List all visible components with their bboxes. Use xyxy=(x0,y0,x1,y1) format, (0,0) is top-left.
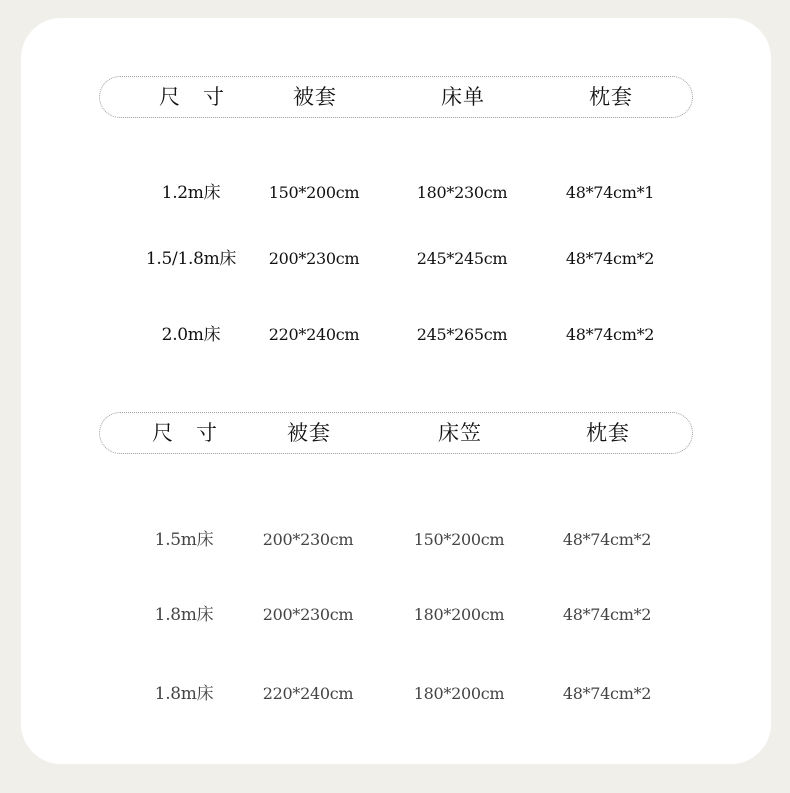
duvet-cover-size: 220*240cm xyxy=(268,325,360,344)
table-row xyxy=(99,603,693,627)
table-row xyxy=(99,682,693,706)
table-header xyxy=(99,412,693,454)
fitted-sheet-size: 180*200cm xyxy=(413,684,505,703)
duvet-cover-size: 200*230cm xyxy=(262,605,354,624)
header-duvet-cover: 被套 xyxy=(293,85,337,109)
bed-size: 1.5m床 xyxy=(154,530,214,550)
bed-size: 1.5/1.8m床 xyxy=(145,249,237,269)
fitted-sheet-size: 150*200cm xyxy=(413,530,505,549)
fitted-sheet-size: 180*200cm xyxy=(413,605,505,624)
table-row xyxy=(99,323,693,347)
duvet-cover-size: 150*200cm xyxy=(268,183,360,202)
pillowcase-size: 48*74cm*2 xyxy=(562,605,652,624)
table-row xyxy=(99,181,693,205)
bed-sheet-size: 180*230cm xyxy=(416,183,508,202)
header-pillowcase: 枕套 xyxy=(586,421,630,445)
bed-sheet-size: 245*245cm xyxy=(416,249,508,268)
pillowcase-size: 48*74cm*2 xyxy=(565,249,655,268)
header-pillowcase: 枕套 xyxy=(589,85,633,109)
pillowcase-size: 48*74cm*1 xyxy=(565,183,655,202)
duvet-cover-size: 200*230cm xyxy=(262,530,354,549)
bed-size: 1.2m床 xyxy=(161,183,221,203)
duvet-cover-size: 200*230cm xyxy=(268,249,360,268)
header-duvet-cover: 被套 xyxy=(287,421,331,445)
size-table-sheet-set xyxy=(99,76,693,345)
size-table-fitted-set xyxy=(99,412,693,704)
pillowcase-size: 48*74cm*2 xyxy=(565,325,655,344)
table-row xyxy=(99,528,693,552)
pillowcase-size: 48*74cm*2 xyxy=(562,530,652,549)
header-size: 尺 寸 xyxy=(152,421,218,445)
bed-size: 1.8m床 xyxy=(154,605,214,625)
pillowcase-size: 48*74cm*2 xyxy=(562,684,652,703)
header-bed-sheet: 床单 xyxy=(441,85,485,109)
header-size: 尺 寸 xyxy=(159,85,225,109)
bed-sheet-size: 245*265cm xyxy=(416,325,508,344)
bed-size: 1.8m床 xyxy=(154,684,214,704)
duvet-cover-size: 220*240cm xyxy=(262,684,354,703)
table-header xyxy=(99,76,693,118)
size-card xyxy=(21,18,771,764)
table-row xyxy=(99,247,693,271)
header-fitted-sheet: 床笠 xyxy=(438,421,482,445)
bed-size: 2.0m床 xyxy=(161,325,221,345)
